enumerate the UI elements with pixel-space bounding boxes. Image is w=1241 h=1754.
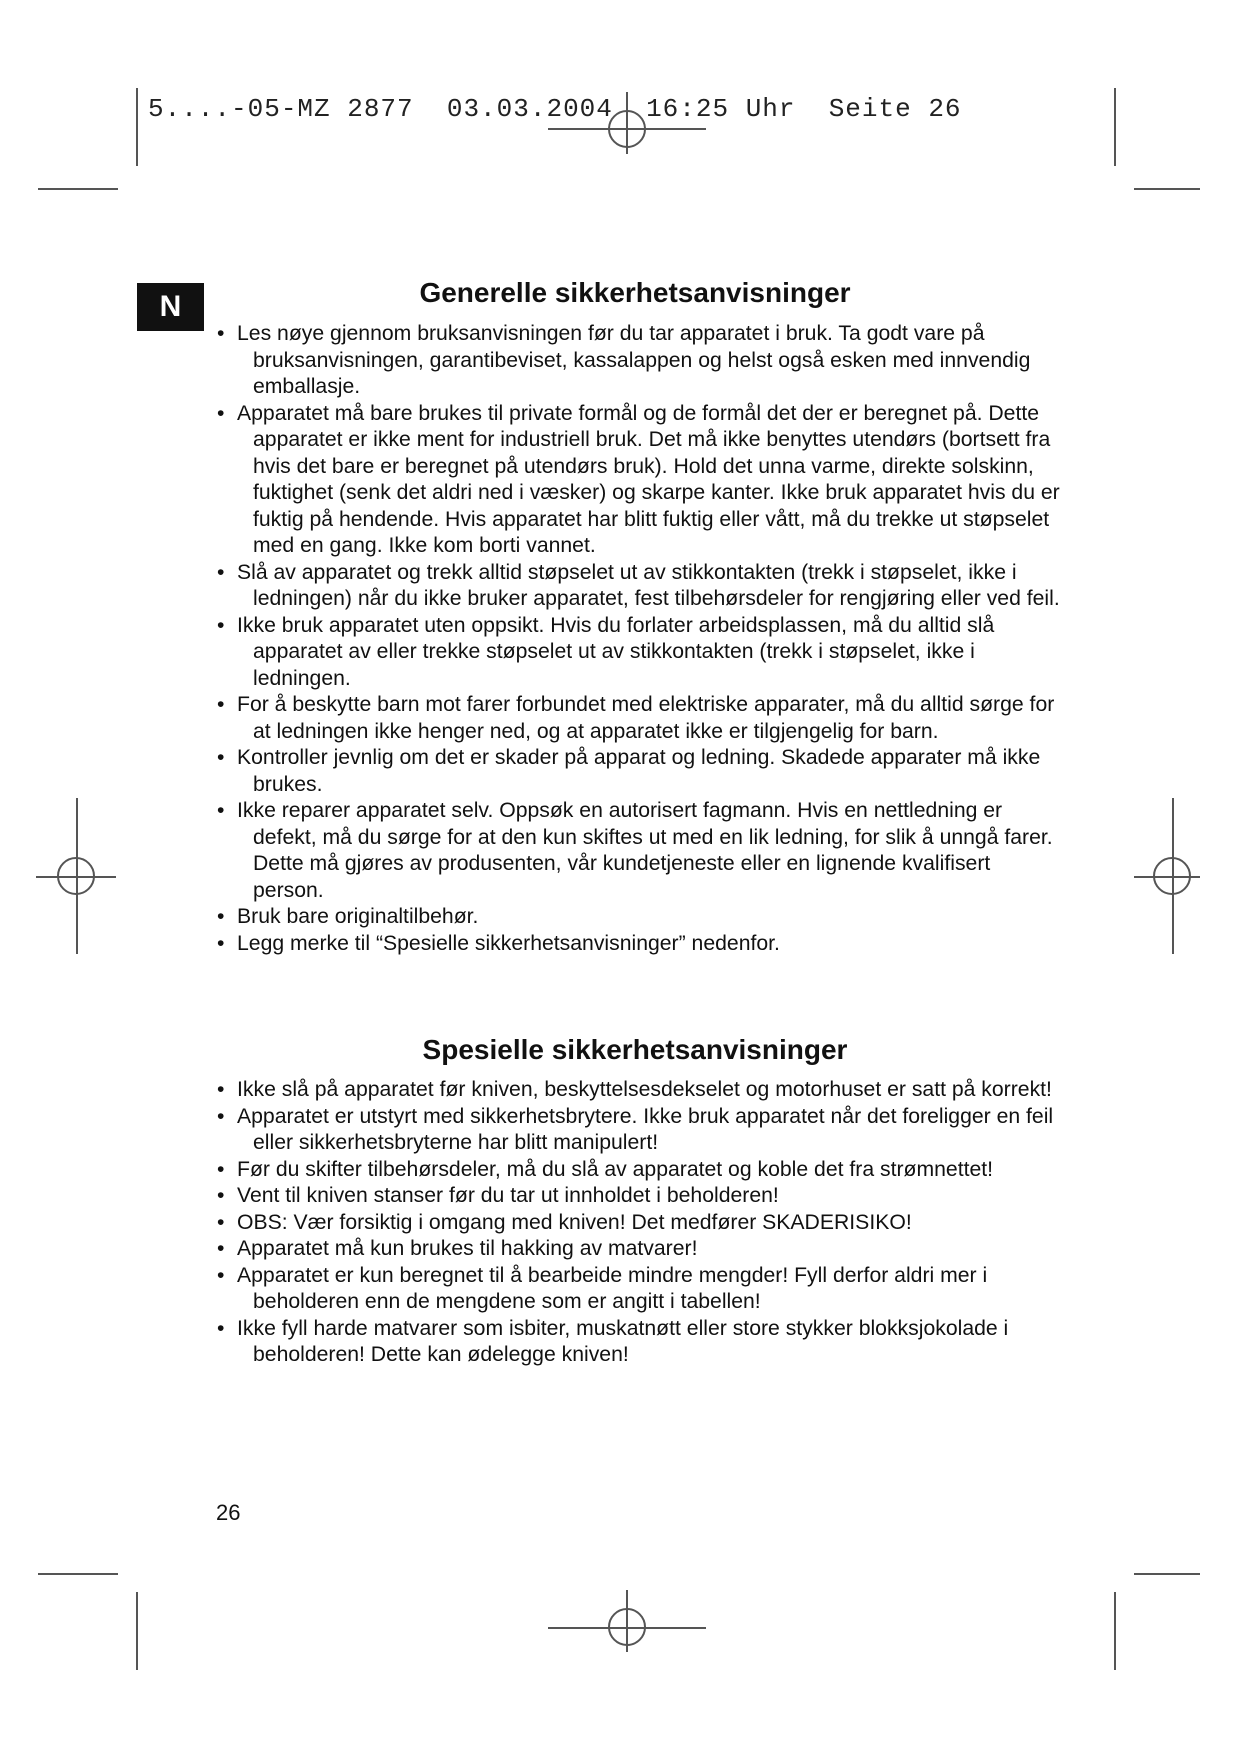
list-item: • Les nøye gjennom bruksanvisningen før du tar apparatet i bruk. Ta godt vare på bruksanvisningen, garantibeviset, kassalappen og helst også esken med innvendig emballasje. xyxy=(205,321,1065,401)
list-item: • Slå av apparatet og trekk alltid støpselet ut av stikkontakten (trekk i støpselet, ikke i ledningen) når du ikke bruker apparatet, fest tilbehørsdeler for rengjøring eller ved feil. xyxy=(205,560,1065,613)
print-header: 5....-05-MZ 2877 03.03.2004 16:25 Uhr Seite 26 xyxy=(148,94,962,124)
list-item: • Apparatet må kun brukes til hakking av matvarer! xyxy=(205,1236,1065,1263)
list-item: • For å beskytte barn mot farer forbundet med elektriske apparater, må du alltid sørge for at ledningen ikke henger ned, og at apparatet ikke er tilgjengelig for barn. xyxy=(205,692,1065,745)
list-item: • Apparatet må bare brukes til private formål og de formål det der er beregnet på. Dette apparatet er ikke ment for industriell bruk. Det må ikke benyttes utendørs (bortsett fra hvis det bare er beregnet på utendørs bruk). Hold det unna varme, direkte solskinn, fuktighet (senk det aldri ned i væsker) og skarpe kanter. Ikke bruk apparatet hvis du er fuktig på hendende. Hvis apparatet har blitt fuktig eller vått, må du trekke ut støpselet med en gang. Ikke kom borti vannet. xyxy=(205,401,1065,560)
list-item: • Før du skifter tilbehørsdeler, må du slå av apparatet og koble det fra strømnettet! xyxy=(205,1157,1065,1184)
crop-mark xyxy=(1134,188,1200,190)
list-item: • Legg merke til “Spesielle sikkerhetsanvisninger” nedenfor. xyxy=(205,931,1065,958)
list-item: • Ikke fyll harde matvarer som isbiter, muskatnøtt eller store stykker blokksjokolade i beholderen! Dette kan ødelegge kniven! xyxy=(205,1316,1065,1369)
special-safety-title: Spesielle sikkerhetsanvisninger xyxy=(422,1034,848,1065)
crop-mark xyxy=(38,188,118,190)
list-item: • OBS: Vær forsiktig i omgang med kniven! Det medfører SKADERISIKO! xyxy=(205,1210,1065,1237)
list-item: • Bruk bare originaltilbehør. xyxy=(205,904,1065,931)
crop-mark xyxy=(1114,88,1116,166)
page-number: 26 xyxy=(216,1500,241,1525)
list-item: • Ikke reparer apparatet selv. Oppsøk en autorisert fagmann. Hvis en nettledning er defekt, må du sørge for at den kun skiftes ut med en lik ledning, for slik å unngå farer. Dette må gjøres av produsenten, vår kundetjeneste eller en lignende kvalifisert person. xyxy=(205,798,1065,904)
general-safety-title: Generelle sikkerhetsanvisninger xyxy=(419,277,851,308)
crop-mark xyxy=(1114,1592,1116,1670)
list-item: • Ikke slå på apparatet før kniven, beskyttelsesdekselet og motorhuset er satt på korrekt! xyxy=(205,1077,1065,1104)
crop-mark xyxy=(136,1592,138,1670)
list-item: • Vent til kniven stanser før du tar ut innholdet i beholderen! xyxy=(205,1183,1065,1210)
list-item: • Ikke bruk apparatet uten oppsikt. Hvis du forlater arbeidsplassen, må du alltid slå apparatet av eller trekke støpselet ut av stikkontakten (trekk i støpselet, ikke i ledningen. xyxy=(205,613,1065,693)
list-item: • Apparatet er utstyrt med sikkerhetsbrytere. Ikke bruk apparatet når det foreligger en feil eller sikkerhetsbryterne har blitt manipulert! xyxy=(205,1104,1065,1157)
language-tab: N xyxy=(137,283,204,331)
crop-mark xyxy=(1134,1573,1200,1575)
list-item: • Kontroller jevnlig om det er skader på apparat og ledning. Skadede apparater må ikke brukes. xyxy=(205,745,1065,798)
crop-mark xyxy=(38,1573,118,1575)
list-item: • Apparatet er kun beregnet til å bearbeide mindre mengder! Fyll derfor aldri mer i beholderen enn de mengdene som er angitt i tabellen! xyxy=(205,1263,1065,1316)
general-safety-list xyxy=(205,321,1065,957)
crop-mark xyxy=(136,88,138,166)
special-safety-list xyxy=(205,1077,1065,1369)
